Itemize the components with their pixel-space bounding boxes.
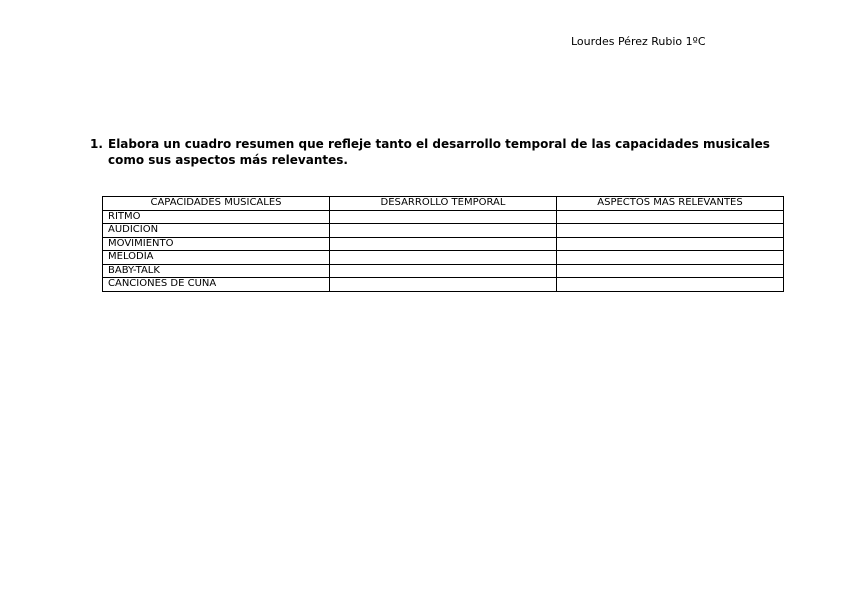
table-cell-capacidad: MOVIMIENTO [103,237,330,251]
table-cell-aspectos [557,278,784,292]
table-cell-aspectos [557,237,784,251]
table-cell-desarrollo [330,237,557,251]
table-row [103,237,784,251]
summary-table [102,196,784,292]
table-cell-capacidad: CANCIONES DE CUNA [103,278,330,292]
table-cell-aspectos [557,251,784,265]
table-cell-aspectos [557,264,784,278]
table-row [103,210,784,224]
question-block [90,137,790,168]
table-row [103,251,784,265]
table-cell-desarrollo [330,210,557,224]
table-cell-capacidad: BABY-TALK [103,264,330,278]
author-name: Lourdes Pérez Rubio 1ºC [571,35,706,48]
header-capacidades: CAPACIDADES MUSICALES [103,197,330,211]
question-text-line-2: como sus aspectos más relevantes. [108,152,348,167]
table-row [103,278,784,292]
question-number: 1. [90,137,103,151]
table-header-row [103,197,784,211]
table-cell-desarrollo [330,224,557,238]
table-cell-aspectos [557,224,784,238]
table-cell-aspectos [557,210,784,224]
table-row [103,264,784,278]
header-aspectos: ASPECTOS MAS RELEVANTES [557,197,784,211]
table-cell-desarrollo [330,264,557,278]
header-desarrollo: DESARROLLO TEMPORAL [330,197,557,211]
table-cell-desarrollo [330,251,557,265]
table-cell-capacidad: RITMO [103,210,330,224]
table-cell-capacidad: AUDICIÓN [103,224,330,238]
question-text-line-1: Elabora un cuadro resumen que refleje tanto el desarrollo temporal de las capacidades musicales [108,137,770,151]
table-cell-desarrollo [330,278,557,292]
table-row [103,224,784,238]
table-cell-capacidad: MELODÍA [103,251,330,265]
